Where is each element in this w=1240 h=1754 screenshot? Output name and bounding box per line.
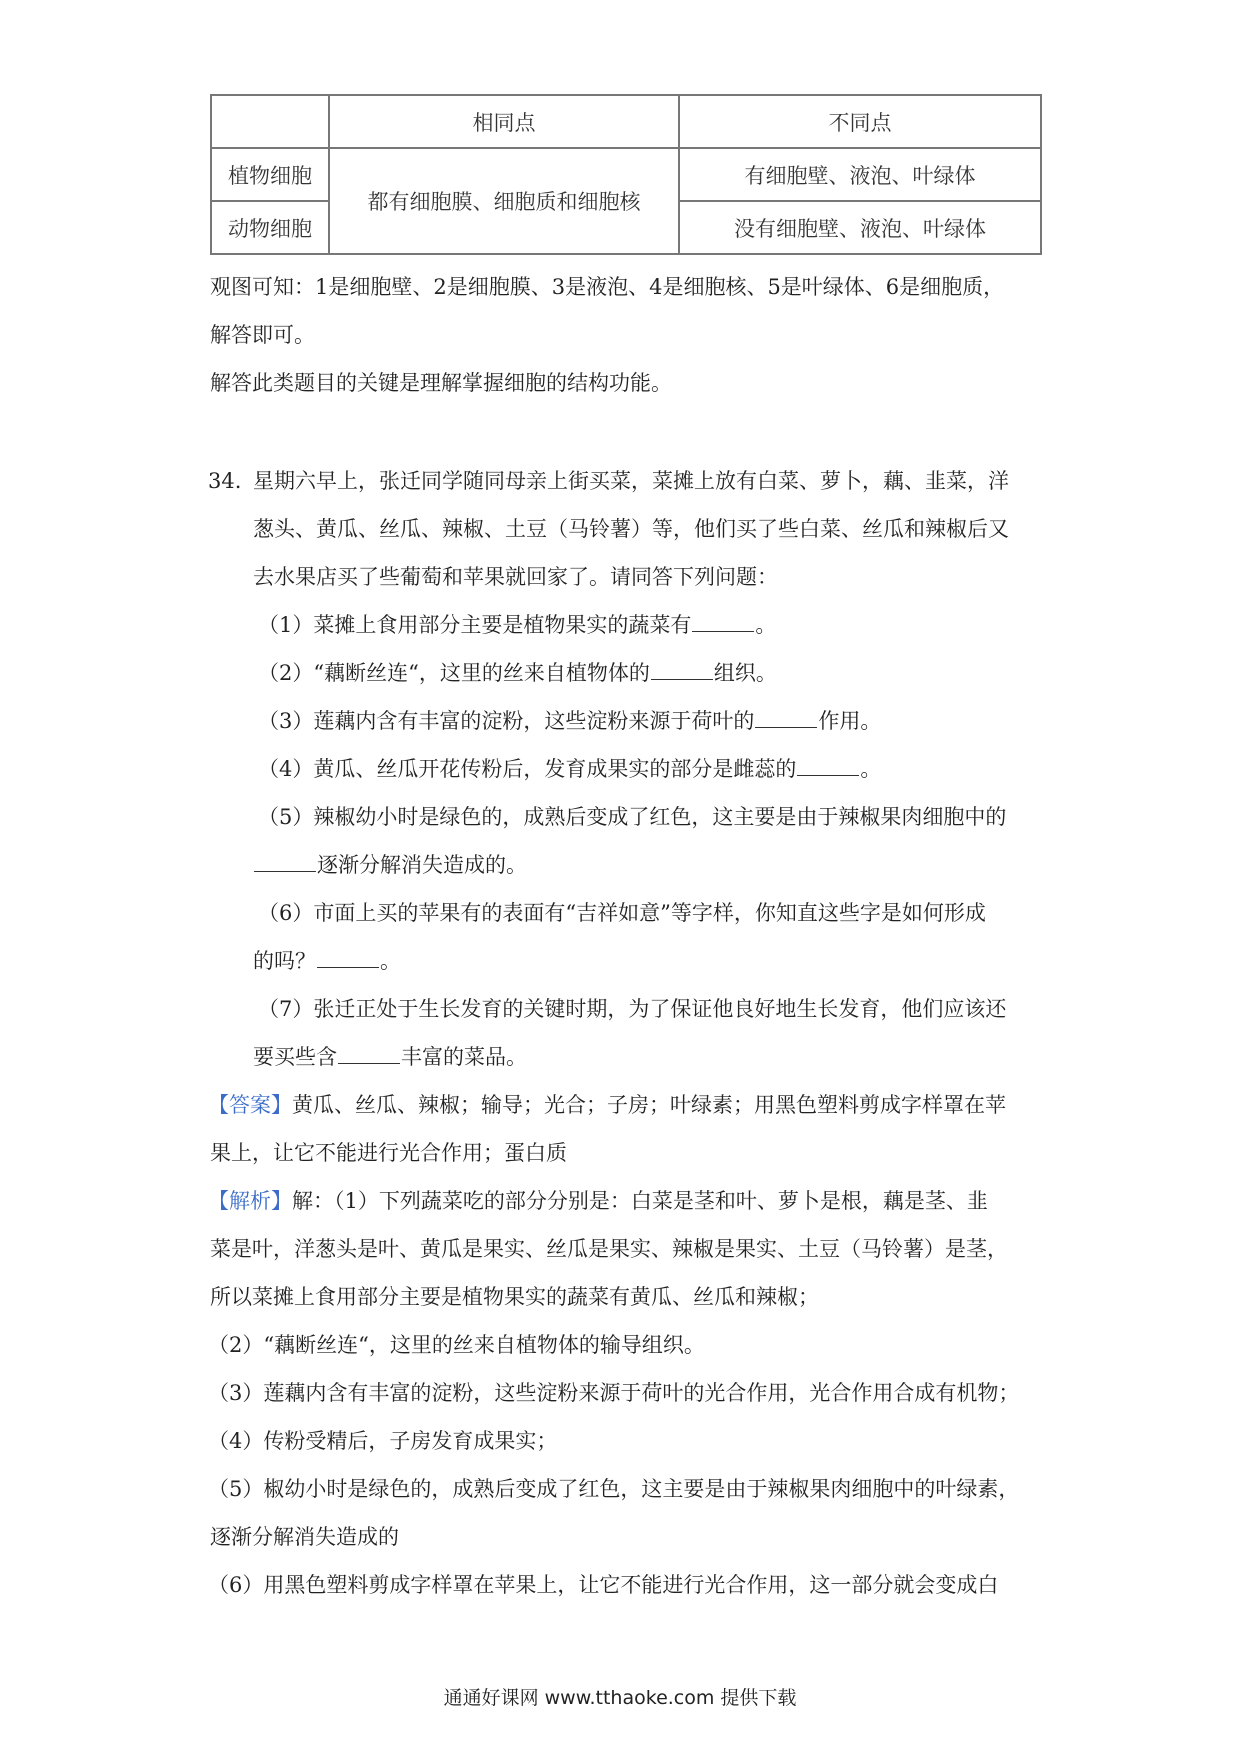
sub-question-text: 。: [755, 613, 777, 637]
analysis-text: 解：（1）下列蔬菜吃的部分分别是：白菜是茎和叶、萝卜是根，藕是茎、韭: [292, 1189, 988, 1213]
table-header-diff: 不同点: [679, 95, 1041, 148]
table-corner-cell: [211, 95, 329, 148]
sub-question-text: 。: [860, 757, 882, 781]
sub-question-3: [258, 706, 881, 736]
sub-question-text: 要买些含: [253, 1045, 337, 1069]
answer-blank: [692, 611, 754, 632]
analysis-line: 所以菜摊上食用部分主要是植物果实的蔬菜有黄瓜、丝瓜和辣椒；: [210, 1285, 819, 1309]
page-footer: 通通好课网 www.tthaoke.com 提供下载: [443, 1687, 797, 1709]
prev-analysis-line: 观图可知：1是细胞壁、2是细胞膜、3是液泡、4是细胞核、5是叶绿体、6是细胞质，: [210, 275, 1005, 299]
answer-line: 果上，让它不能进行光合作用；蛋白质: [210, 1141, 567, 1165]
row-label-animal: 动物细胞: [211, 201, 329, 254]
table-row: [211, 148, 1041, 201]
analysis-line: （5）椒幼小时是绿色的，成熟后变成了红色，这主要是由于辣椒果肉细胞中的叶绿素，: [208, 1477, 1020, 1501]
question-stem-line: 星期六早上，张迁同学随同母亲上街买菜，菜摊上放有白菜、萝卜，藕、韭菜，洋: [253, 469, 1009, 493]
sub-question-5: （5）辣椒幼小时是绿色的，成熟后变成了红色，这主要是由于辣椒果肉细胞中的: [258, 805, 1007, 829]
cell-comparison-table: [210, 94, 1042, 255]
answer-line: [208, 1090, 1006, 1120]
question-stem-line: 葱头、黄瓜、丝瓜、辣椒、土豆（马铃薯）等，他们买了些白菜、丝瓜和辣椒后又: [253, 517, 1009, 541]
prev-conclusion-line: 解答此类题目的关键是理解掌握细胞的结构功能。: [210, 371, 672, 395]
row-label-plant: 植物细胞: [211, 148, 329, 201]
sub-question-6: （6）市面上买的苹果有的表面有“吉祥如意”等字样，你知直这些字是如何形成: [258, 901, 986, 925]
sub-question-2: [258, 658, 777, 688]
diff-plant-cell: 有细胞壁、液泡、叶绿体: [679, 148, 1041, 201]
analysis-line: （3）莲藕内含有丰富的淀粉，这些淀粉来源于荷叶的光合作用，光合作用合成有机物；: [208, 1381, 1020, 1405]
analysis-tag: 【解析】: [208, 1189, 292, 1213]
analysis-line: [208, 1186, 988, 1216]
answer-blank: [797, 755, 859, 776]
analysis-line: （2）“藕断丝连“，这里的丝来自植物体的输导组织。: [208, 1333, 705, 1357]
answer-blank: [755, 707, 817, 728]
sub-question-text: （2）“藕断丝连“，这里的丝来自植物体的: [258, 661, 650, 685]
table-header-row: [211, 95, 1041, 148]
sub-question-text: （3）莲藕内含有丰富的淀粉，这些淀粉来源于荷叶的: [258, 709, 755, 733]
sub-question-text: 逐渐分解消失造成的。: [317, 853, 527, 877]
analysis-line: 逐渐分解消失造成的: [210, 1525, 399, 1549]
sub-question-text: （4）黄瓜、丝瓜开花传粉后，发育成果实的部分是雌蕊的: [258, 757, 797, 781]
sub-question-7: （7）张迁正处于生长发育的关键时期，为了保证他良好地生长发育，他们应该还: [258, 997, 1007, 1021]
sub-question-text: 组织。: [713, 661, 777, 685]
sub-question-text: 丰富的菜品。: [401, 1045, 527, 1069]
table-header-same: 相同点: [329, 95, 679, 148]
sub-question-4: [258, 754, 881, 784]
prev-analysis-line: 解答即可。: [210, 323, 315, 347]
sub-question-7-cont: [253, 1042, 527, 1072]
answer-blank: [317, 947, 379, 968]
sub-question-text: 。: [380, 949, 401, 973]
answer-blank: [651, 659, 713, 680]
analysis-line: （4）传粉受精后，子房发育成果实；: [208, 1429, 558, 1453]
question-stem-line: 去水果店买了些葡萄和苹果就回家了。请同答下列问题：: [253, 565, 778, 589]
diff-animal-cell: 没有细胞壁、液泡、叶绿体: [679, 201, 1041, 254]
sub-question-text: （1）菜摊上食用部分主要是植物果实的蔬菜有: [258, 613, 692, 637]
sub-question-text: 的吗？: [253, 949, 316, 973]
analysis-line: 菜是叶，洋葱头是叶、黄瓜是果实、丝瓜是果实、辣椒是果实、土豆（马铃薯）是茎，: [210, 1237, 1008, 1261]
answer-text: 黄瓜、丝瓜、辣椒；输导；光合；子房；叶绿素；用黑色塑料剪成字样罩在苹: [292, 1093, 1006, 1117]
analysis-line: （6）用黑色塑料剪成字样罩在苹果上，让它不能进行光合作用，这一部分就会变成白: [208, 1573, 999, 1597]
answer-tag: 【答案】: [208, 1093, 292, 1117]
sub-question-1: [258, 610, 776, 640]
question-number: 34.: [208, 469, 242, 493]
answer-blank: [254, 851, 316, 872]
sub-question-5-cont: [253, 850, 527, 880]
answer-blank: [338, 1043, 400, 1064]
same-points-cell: 都有细胞膜、细胞质和细胞核: [329, 148, 679, 254]
sub-question-text: 作用。: [818, 709, 882, 733]
sub-question-6-cont: [253, 946, 401, 976]
